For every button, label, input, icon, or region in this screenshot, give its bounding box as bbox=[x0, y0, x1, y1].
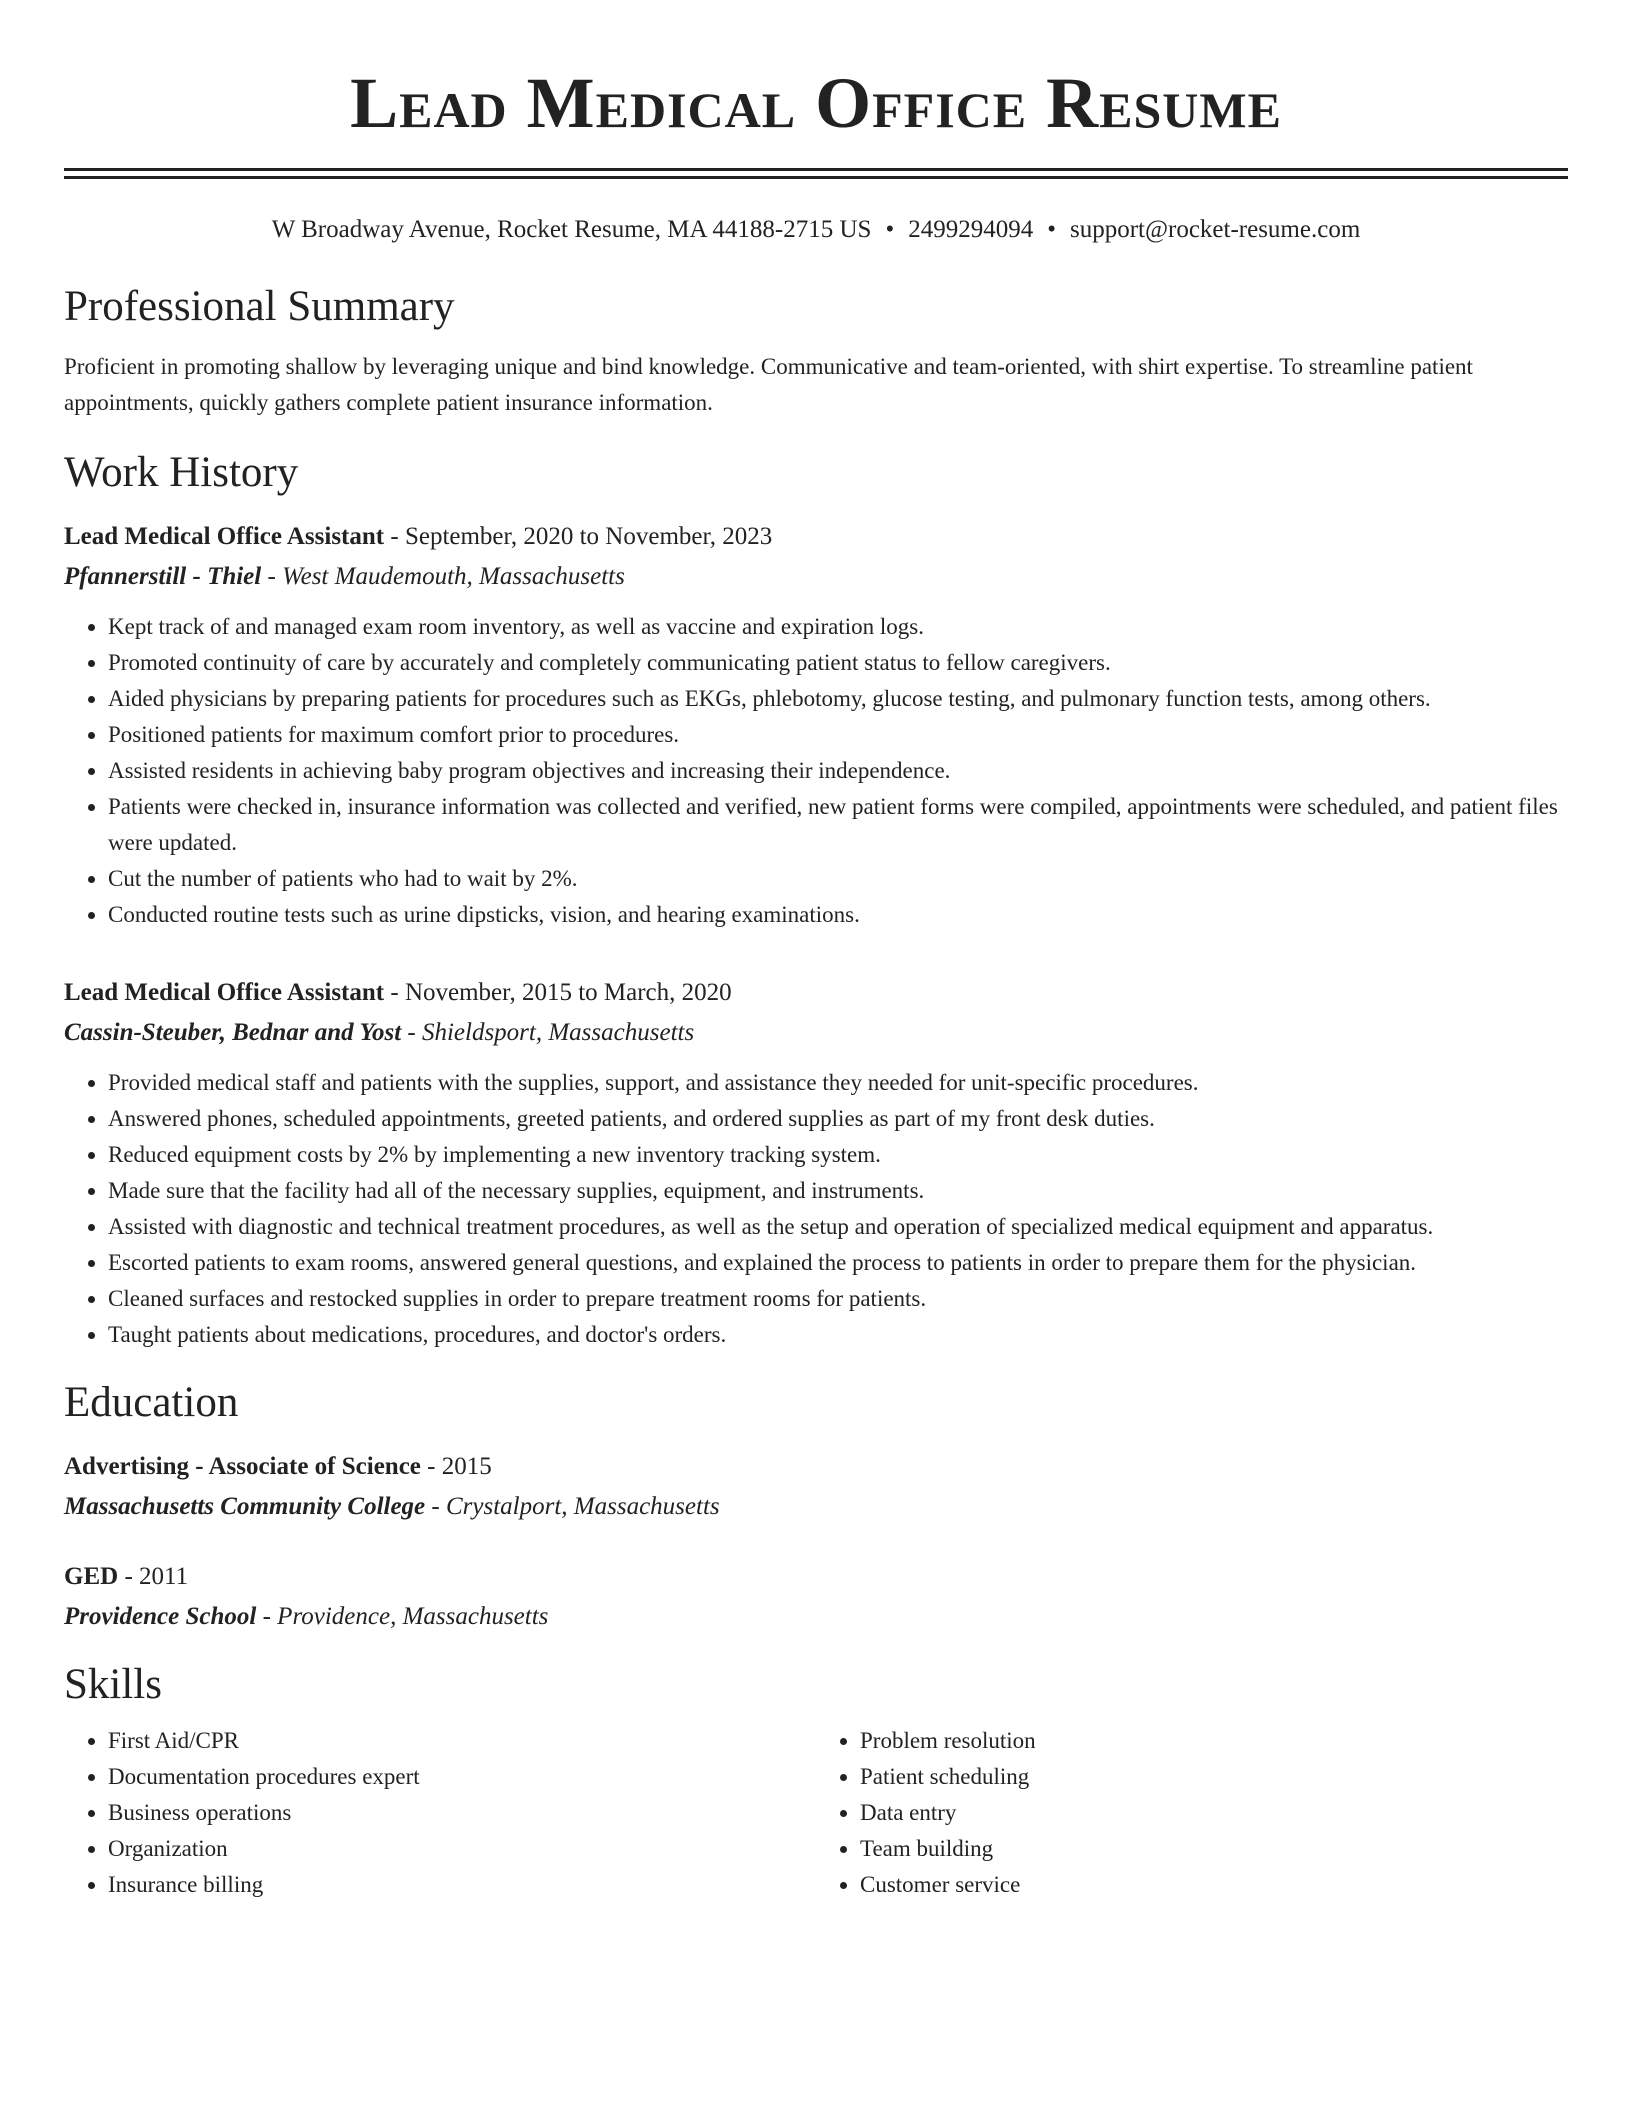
list-item: • Positioned patients for maximum comfort prior to procedures. bbox=[108, 717, 1568, 753]
title-divider bbox=[64, 168, 1568, 179]
company-line bbox=[64, 1013, 1568, 1053]
education-heading: Education bbox=[64, 1379, 239, 1426]
degree-year: 2015 bbox=[441, 1453, 492, 1480]
degree-name: Advertising - Associate of Science bbox=[64, 1453, 421, 1480]
summary-heading: Professional Summary bbox=[64, 283, 455, 330]
list-item: • Cut the number of patients who had to wait by 2%. bbox=[108, 861, 1568, 897]
list-item: • Kept track of and managed exam room inventory, as well as vaccine and expiration logs. bbox=[108, 609, 1568, 645]
degree-year: 2011 bbox=[139, 1563, 189, 1590]
contact-separator: • bbox=[1047, 216, 1056, 243]
skills-heading: Skills bbox=[64, 1661, 162, 1708]
job-dates: November, 2015 to March, 2020 bbox=[404, 979, 732, 1006]
skill-item: • Customer service bbox=[860, 1867, 1568, 1903]
skills-list-left bbox=[64, 1723, 816, 1903]
list-item: • Made sure that the facility had all of the necessary supplies, equipment, and instruments. bbox=[108, 1173, 1568, 1209]
job-title-line bbox=[64, 973, 1568, 1013]
list-item: • Aided physicians by preparing patients for procedures such as EKGs, phlebotomy, glucose testing, and pulmonary function tests, among others. bbox=[108, 681, 1568, 717]
skills-columns bbox=[64, 1723, 1568, 1903]
page-title: Lead Medical Office Resume bbox=[350, 63, 1282, 143]
degree-line bbox=[64, 1557, 1568, 1597]
job-bullets bbox=[64, 1065, 1568, 1353]
degree-name: GED bbox=[64, 1563, 119, 1590]
list-item: • Provided medical staff and patients with the supplies, support, and assistance they needed for unit-specific procedures. bbox=[108, 1065, 1568, 1101]
list-item: • Taught patients about medications, procedures, and doctor's orders. bbox=[108, 1317, 1568, 1353]
school-location: Crystalport, Massachusetts bbox=[446, 1493, 720, 1520]
list-item: • Conducted routine tests such as urine dipsticks, vision, and hearing examinations. bbox=[108, 897, 1568, 933]
list-item: • Assisted with diagnostic and technical treatment procedures, as well as the setup and operation of specialized medical equipment and apparatus. bbox=[108, 1209, 1568, 1245]
job-title: Lead Medical Office Assistant bbox=[64, 979, 385, 1006]
work-history-heading: Work History bbox=[64, 449, 299, 496]
dash: - bbox=[261, 563, 283, 590]
list-item: • Answered phones, scheduled appointments, greeted patients, and ordered supplies as part of my front desk duties. bbox=[108, 1101, 1568, 1137]
school-line bbox=[64, 1487, 1568, 1527]
skill-item: • First Aid/CPR bbox=[108, 1723, 816, 1759]
dash: - bbox=[118, 1563, 140, 1590]
skill-item: • Organization bbox=[108, 1831, 816, 1867]
education-entry bbox=[64, 1557, 1568, 1637]
company-line bbox=[64, 557, 1568, 597]
dash: - bbox=[256, 1603, 278, 1630]
list-item: • Assisted residents in achieving baby program objectives and increasing their independence. bbox=[108, 753, 1568, 789]
skill-item: • Data entry bbox=[860, 1795, 1568, 1831]
dash: - bbox=[420, 1453, 442, 1480]
skills-list-right bbox=[816, 1723, 1568, 1903]
job-entry bbox=[64, 973, 1568, 1353]
contact-email: support@rocket-resume.com bbox=[1069, 216, 1361, 243]
company-name: Pfannerstill - Thiel bbox=[64, 563, 262, 590]
list-item: • Patients were checked in, insurance information was collected and verified, new patient forms were compiled, appointments were scheduled, and patient files were updated. bbox=[108, 789, 1568, 861]
contact-phone: 2499294094 bbox=[908, 216, 1034, 243]
contact-address: W Broadway Avenue, Rocket Resume, MA 44188-2715 US bbox=[271, 216, 872, 243]
company-location: Shieldsport, Massachusetts bbox=[421, 1019, 695, 1046]
skill-item: • Team building bbox=[860, 1831, 1568, 1867]
job-entry bbox=[64, 517, 1568, 933]
dash: - bbox=[401, 1019, 422, 1046]
skill-item: • Patient scheduling bbox=[860, 1759, 1568, 1795]
school-line bbox=[64, 1597, 1568, 1637]
summary-text: Proficient in promoting shallow by leveraging unique and bind knowledge. Communicative and team-oriented, with shirt expertise. To streamline patient appointments, quickly gathers complete patient insurance information. bbox=[64, 354, 1473, 415]
school-name: Massachusetts Community College bbox=[64, 1493, 426, 1520]
job-title: Lead Medical Office Assistant bbox=[64, 523, 385, 550]
job-bullets bbox=[64, 609, 1568, 933]
job-title-line bbox=[64, 517, 1568, 557]
list-item: • Escorted patients to exam rooms, answered general questions, and explained the process to patients in order to prepare them for the physician. bbox=[108, 1245, 1568, 1281]
dash: - bbox=[425, 1493, 446, 1520]
degree-line bbox=[64, 1447, 1568, 1487]
company-location: West Maudemouth, Massachusetts bbox=[282, 563, 625, 590]
education-entry bbox=[64, 1447, 1568, 1527]
company-name: Cassin-Steuber, Bednar and Yost bbox=[64, 1019, 402, 1046]
dash: - bbox=[384, 523, 405, 550]
school-location: Providence, Massachusetts bbox=[277, 1603, 549, 1630]
skill-item: • Insurance billing bbox=[108, 1867, 816, 1903]
skill-item: • Problem resolution bbox=[860, 1723, 1568, 1759]
skill-item: • Business operations bbox=[108, 1795, 816, 1831]
school-name: Providence School bbox=[64, 1603, 257, 1630]
dash: - bbox=[384, 979, 405, 1006]
contact-line bbox=[64, 213, 1568, 247]
list-item: • Promoted continuity of care by accurately and completely communicating patient status to fellow caregivers. bbox=[108, 645, 1568, 681]
contact-separator: • bbox=[885, 216, 895, 243]
list-item: • Reduced equipment costs by 2% by implementing a new inventory tracking system. bbox=[108, 1137, 1568, 1173]
list-item: • Cleaned surfaces and restocked supplies in order to prepare treatment rooms for patients. bbox=[108, 1281, 1568, 1317]
skill-item: • Documentation procedures expert bbox=[108, 1759, 816, 1795]
job-dates: September, 2020 to November, 2023 bbox=[404, 523, 773, 550]
